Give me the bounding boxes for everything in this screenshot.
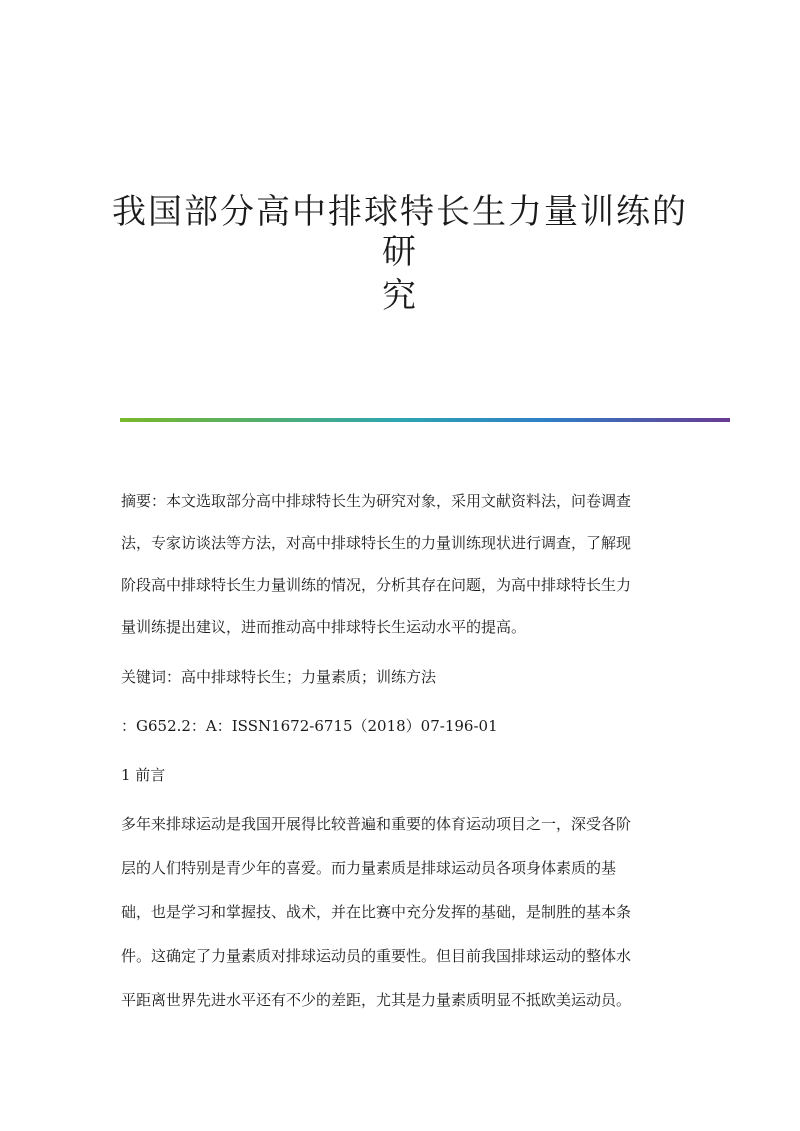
body-line: 层的人们特别是青少年的喜爱。而力量素质是排球运动员各项身体素质的基 bbox=[121, 859, 617, 877]
classification-code: ：G652.2：A：ISSN1672-6715（2018）07-196-01 bbox=[121, 717, 498, 735]
body-line: 多年来排球运动是我国开展得比较普遍和重要的体育运动项目之一，深受各阶 bbox=[121, 815, 632, 833]
body-line: 平距离世界先进水平还有不少的差距，尤其是力量素质明显不抵欧美运动员。 bbox=[121, 991, 632, 1009]
abstract-line: 摘要：本文选取部分高中排球特长生为研究对象，采用文献资料法，问卷调查 bbox=[121, 492, 632, 510]
abstract bbox=[121, 491, 681, 638]
document-title-line-1: 我国部分高中排球特长生力量训练的研 bbox=[112, 192, 688, 272]
document-title-line-2: 究 bbox=[382, 276, 418, 316]
abstract-line: 量训练提出建议，进而推动高中排球特长生运动水平的提高。 bbox=[121, 618, 527, 636]
abstract-line: 阶段高中排球特长生力量训练的情况，分析其存在问题，为高中排球特长生力 bbox=[121, 576, 632, 594]
title-divider bbox=[120, 418, 730, 422]
body-paragraph bbox=[121, 814, 681, 1011]
keywords: 关键词：高中排球特长生；力量素质；训练方法 bbox=[121, 668, 437, 686]
section-heading: 1 前言 bbox=[121, 766, 166, 784]
abstract-line: 法，专家访谈法等方法，对高中排球特长生的力量训练现状进行调查，了解现 bbox=[121, 534, 632, 552]
body-line: 础，也是学习和掌握技、战术，并在比赛中充分发挥的基础，是制胜的基本条 bbox=[121, 903, 632, 921]
body-line: 件。这确定了力量素质对排球运动员的重要性。但目前我国排球运动的整体水 bbox=[121, 947, 632, 965]
